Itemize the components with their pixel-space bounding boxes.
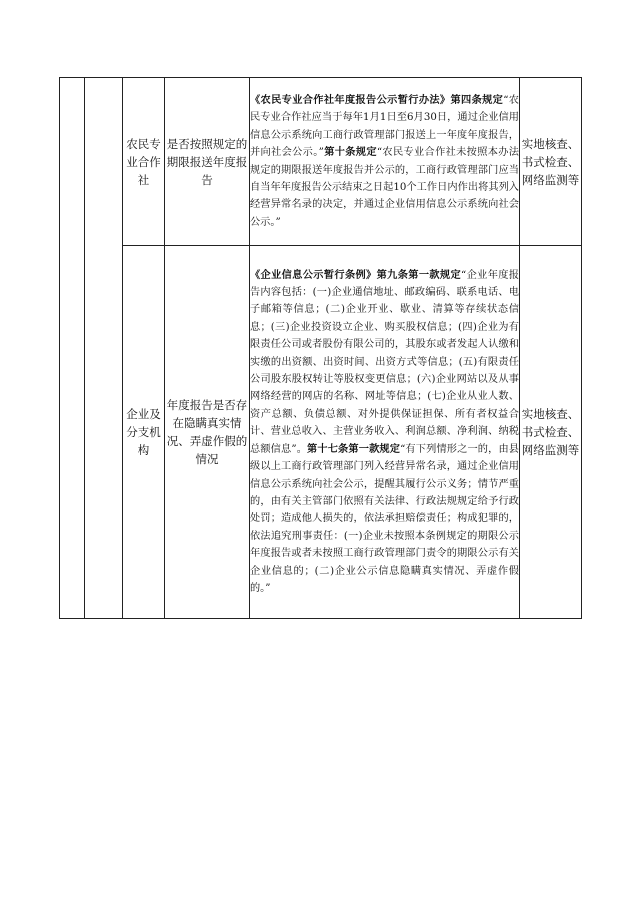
basis-text: “企业年度报告内容包括：(一)企业通信地址、邮政编码、联系电话、电子邮箱等信息；(二)企业开业、歇业、清算等存续状态信息；(三)企业投资设立企业、购买股权信息；(四)企业为有限责任公司或者股份有限公司的，其股东或者发起人认缴和实缴的出资额、出资时间、出资方式等信息；(五)有限责任公司股东股权转让等股权变更信息；(六)企业网站以及从事网络经营的网店的名称、网址等信息；(七)企业从业人数、资产总额、负债总额、对外提供保证担保、所有者权益合计、营业总收入、主营业务收入、利润总额、净利润、纳税总额信息”。 <box>250 269 519 455</box>
basis-heading: 第十七条第一款规定 <box>307 442 401 455</box>
check-method-cell: 实地核查、书式检查、网络监测等 <box>520 246 582 619</box>
table-row-enterprise <box>60 246 582 619</box>
basis-text: “农民专业合作社未按照本办法规定的期限报送年度报告并公示的，工商行政管理部门应当自当年年度报告公示结束之日起10个工作日内作出将其列入经营异常名录的决定，并通过企业信用信息公示系统向社会公示。” <box>250 147 519 228</box>
check-item-cell: 年度报告是否存在隐瞒真实情况、弄虚作假的情况 <box>165 246 250 619</box>
check-method-cell: 实地核查、书式检查、网络监测等 <box>520 78 582 246</box>
basis-text: “农民专业合作社应当于每年1月1日至6月30日，通过企业信用信息公示系统向工商行政管理部门报送上一年度年度报告，并向社会公示。” <box>250 94 519 159</box>
inspection-table <box>59 77 582 619</box>
legal-basis-cell <box>250 246 520 619</box>
subject-cell: 农民专业合作社 <box>123 78 165 246</box>
basis-heading: 《农民专业合作社年度报告公示暂行办法》第四条规定 <box>250 93 504 106</box>
subject-cell: 企业及分支机构 <box>123 246 165 619</box>
basis-heading: 《企业信息公示暂行条例》第九条第一款规定 <box>250 268 462 281</box>
merged-cell-category <box>85 78 123 619</box>
check-item-cell: 是否按照规定的期限报送年度报告 <box>165 78 250 246</box>
basis-heading: 第十条规定 <box>323 146 377 159</box>
merged-cell-index <box>60 78 85 619</box>
table-row-cooperative <box>60 78 582 246</box>
legal-basis-cell <box>250 78 520 246</box>
basis-text: “有下列情形之一的，由县级以上工商行政管理部门列入经营异常名录，通过企业信用信息公示系统向社会公示，提醒其履行公示义务；情节严重的，由有关主管部门依照有关法律、行政法规规定给予行政处罚；造成他人损失的，依法承担赔偿责任；构成犯罪的，依法追究刑事责任：(一)企业未按照本条例规定的期限公示年度报告或者未按照工商行政管理部门责令的期限公示有关企业信息的；(二)企业公示信息隐瞒真实情况、弄虚作假的。” <box>250 443 519 594</box>
